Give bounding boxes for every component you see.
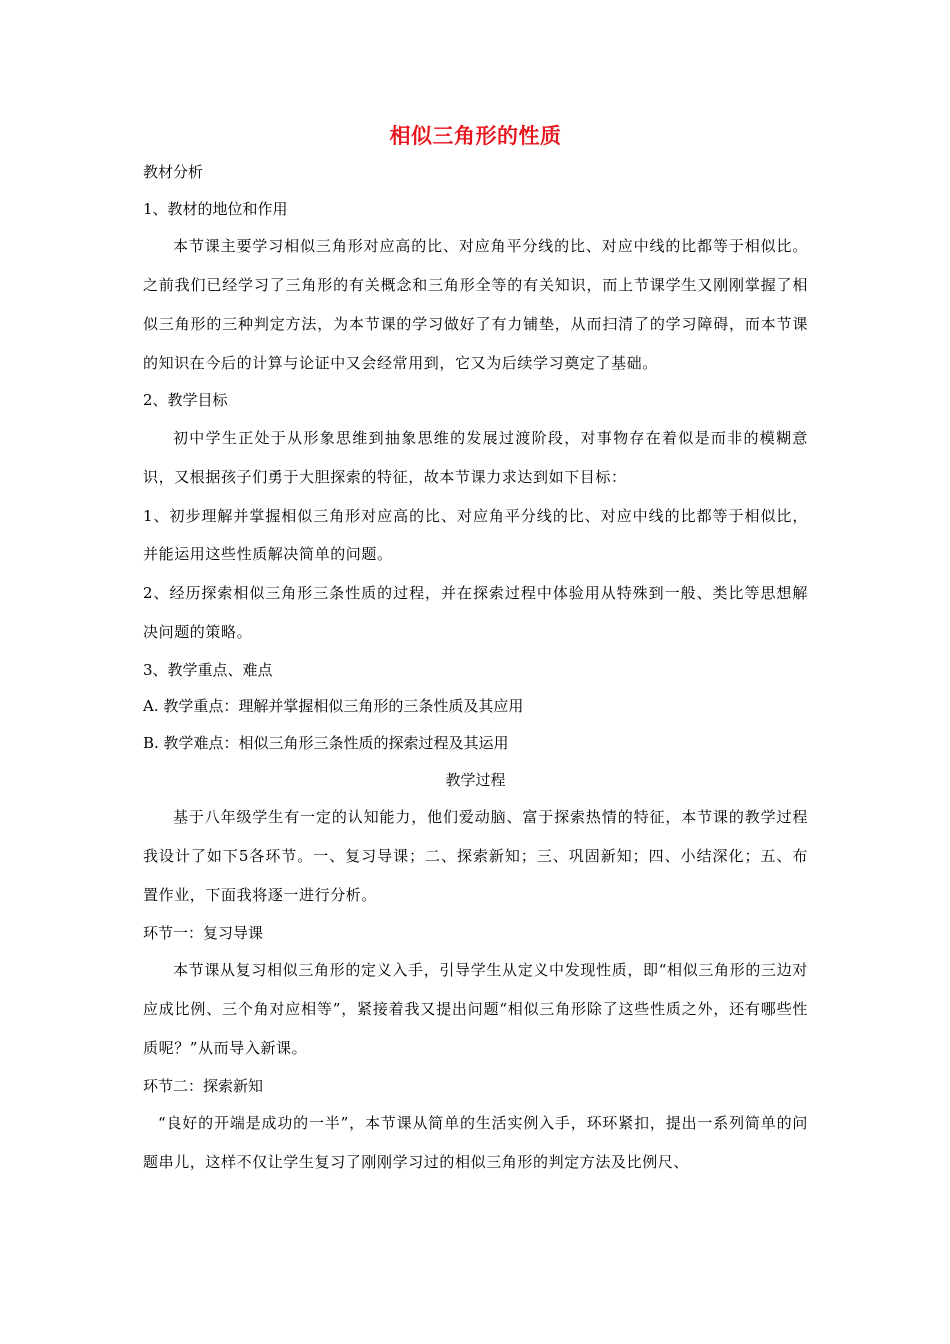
step-2-heading: 环节二：探索新知 bbox=[143, 1076, 264, 1095]
subsection-heading-key-points: 3、教学重点、难点 bbox=[143, 660, 273, 679]
paragraph-role: 本节课主要学习相似三角形对应高的比、对应角平分线的比、对应中线的比都等于相似比。之前我们已经学习了三角形的有关概念和三角形全等的有关知识，而上节课学生又刚刚掌握了相似三角形的三种判定方法，为本节课的学习做好了有力铺垫，从而扫清了的学习障碍，而本节课的知识在今后的计算与论证中又会经常用到，它又为后续学习奠定了基础。 bbox=[143, 237, 808, 372]
step-1-heading: 环节一：复习导课 bbox=[143, 923, 264, 942]
paragraph-process-intro: 基于八年级学生有一定的认知能力，他们爱动脑、富于探索热情的特征，本节课的教学过程我设计了如下5各环节。一、复习导课；二、探索新知；三、巩固新知；四、小结深化；五、布置作业，下面我将逐一进行分析。 bbox=[143, 808, 808, 904]
section-heading-teaching-process: 教学过程 bbox=[445, 770, 506, 789]
document-title: 相似三角形的性质 bbox=[389, 124, 562, 148]
subsection-heading-goals: 2、教学目标 bbox=[143, 391, 228, 410]
key-point-a: A. 教学重点：理解并掌握相似三角形的三条性质及其应用 bbox=[143, 697, 524, 716]
paragraph-step-1: 本节课从复习相似三角形的定义入手，引导学生从定义中发现性质，即“相似三角形的三边对应成比例、三个角对应相等”，紧接着我又提出问题“相似三角形除了这些性质之外，还有哪些性质呢？”从而导入新课。 bbox=[143, 961, 808, 1057]
goal-item-1: 1、初步理解并掌握相似三角形对应高的比、对应角平分线的比、对应中线的比都等于相似比，并能运用这些性质解决简单的问题。 bbox=[143, 506, 808, 564]
key-point-b: B. 教学难点：相似三角形三条性质的探索过程及其运用 bbox=[143, 733, 509, 752]
subsection-heading-role: 1、教材的地位和作用 bbox=[143, 199, 288, 218]
paragraph-goals-intro: 初中学生正处于从形象思维到抽象思维的发展过渡阶段，对事物存在着似是而非的模糊意识，又根据孩子们勇于大胆探索的特征，故本节课力求达到如下目标： bbox=[143, 428, 808, 486]
document-page bbox=[143, 118, 808, 1182]
goal-item-2: 2、经历探索相似三角形三条性质的过程，并在探索过程中体验用从特殊到一般、类比等思想解决问题的策略。 bbox=[143, 584, 808, 641]
paragraph-step-2: “良好的开端是成功的一半”，本节课从简单的生活实例入手，环环紧扣，提出一系列简单的问题串儿，这样不仅让学生复习了刚刚学习过的相似三角形的判定方法及比例尺、 bbox=[143, 1114, 808, 1171]
section-heading-material-analysis: 教材分析 bbox=[143, 163, 204, 181]
